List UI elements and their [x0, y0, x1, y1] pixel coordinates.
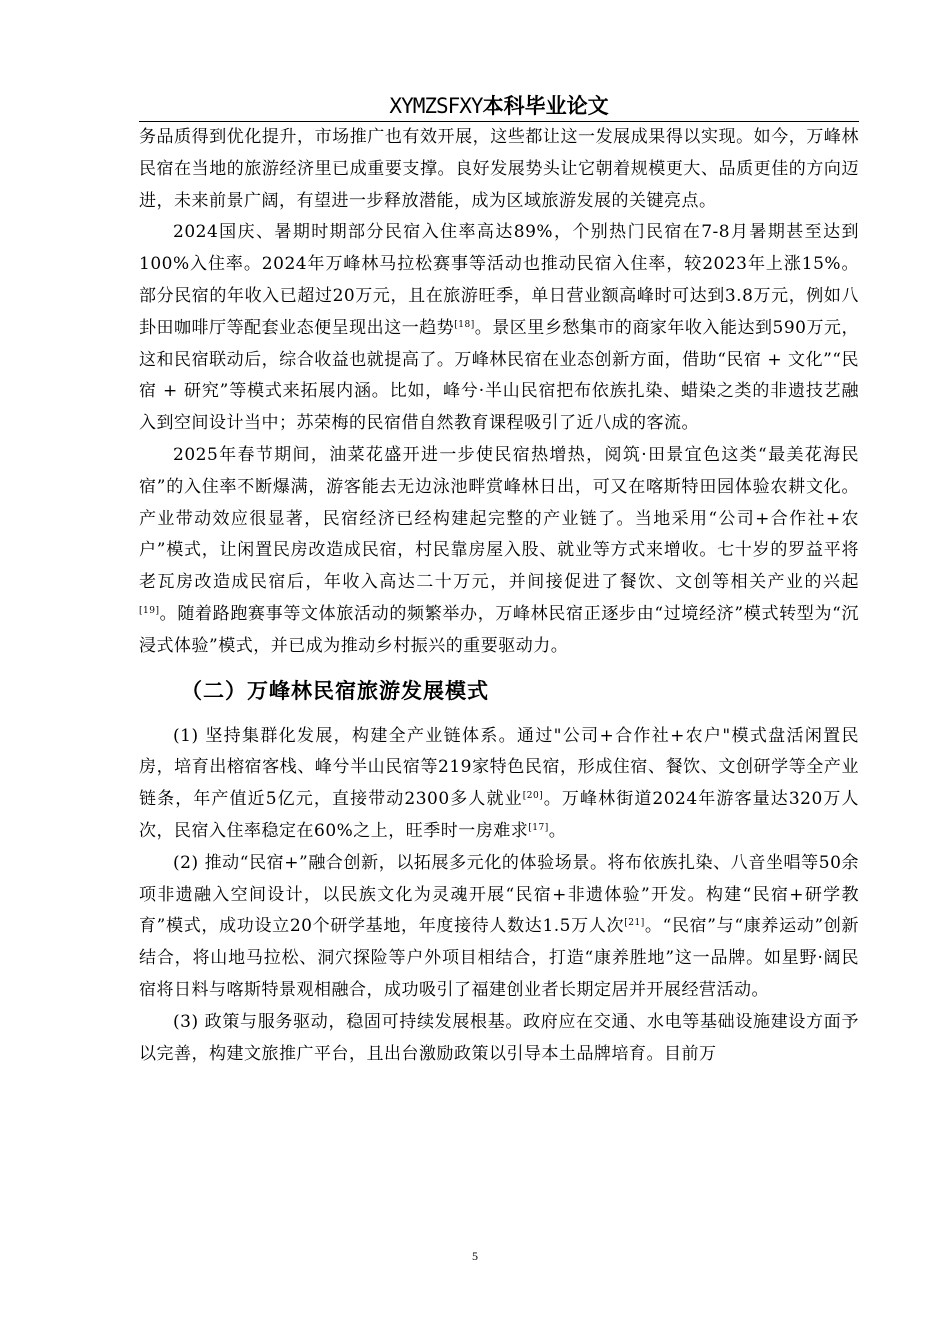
- citation-18[interactable]: [18]: [454, 319, 475, 330]
- citation-20[interactable]: [20]: [522, 791, 544, 802]
- citation-21[interactable]: [21]: [624, 918, 645, 929]
- header-code: XYMZSFXY: [389, 94, 483, 118]
- citation-17[interactable]: [17]: [528, 822, 549, 833]
- page-number: 5: [472, 1249, 478, 1263]
- citation-19[interactable]: [19]: [139, 605, 160, 616]
- paragraph-6: (3) 政策与服务驱动，稳固可持续发展根基。政府应在交通、水电等基础设施建设方面予以完善，构建文旅推广平台，且出台激励政策以引导本土品牌培育。目前万: [139, 1011, 859, 1064]
- paragraph-3: 2025年春节期间，油菜花盛开进一步使民宿热增热，阅筑·田景宜色这类“最美花海民宿”的入住率不断爆满，游客能去无边泳池畔赏峰林日出，可又在喀斯特田园体验农耕文化。产业带动效应很显著，民宿经济已经构建起完整的产业链了。当地采用“公司+合作社+农户”模式，让闲置民房改造成民宿，村民靠房屋入股、就业等方式来增收。七十岁的罗益平将老瓦房改造成民宿后，年收入高达二十万元，并间接促进了餐饮、文创等相关产业的兴起[19]。随着路跑赛事等文体旅活动的频繁举办，万峰林民宿正逐步由“过境经济”模式转型为“沉浸式体验”模式，并已成为推动乡村振兴的重要驱动力。: [139, 444, 859, 656]
- paragraph-1: 务品质得到优化提升，市场推广也有效开展，这些都让这一发展成果得以实现。如今，万峰林民宿在当地的旅游经济里已成重要支撑。良好发展势头让它朝着规模更大、品质更佳的方向迈进，未来前景广阔，有望进一步释放潜能，成为区域旅游发展的关键亮点。: [139, 127, 859, 211]
- page-header: [139, 92, 859, 120]
- section-heading: （二）万峰林民宿旅游发展模式: [181, 678, 489, 703]
- page-content: [139, 122, 859, 1070]
- paragraph-4: (1) 坚持集群化发展，构建全产业链体系。通过"公司+合作社+农户"模式盘活闲置民房，培育出榕宿客栈、峰兮半山民宿等219家特色民宿，形成住宿、餐饮、文创研学等全产业链条，年产值近5亿元，直接带动2300多人就业[20]。万峰林街道2024年游客量达320万人次，民宿入住率稳定在60%之上，旺季时一房难求[17]。: [139, 725, 859, 841]
- header-title: 本科毕业论文: [482, 94, 609, 118]
- paragraph-2: 2024国庆、暑期时期部分民宿入住率高达89%，个别热门民宿在7-8月暑期甚至达到100%入住率。2024年万峰林马拉松赛事等活动也推动民宿入住率，较2023年上涨15%。部分民宿的年收入已超过20万元，且在旅游旺季，单日营业额高峰时可达到3.8万元，例如八卦田咖啡厅等配套业态便呈现出这一趋势[18]。景区里乡愁集市的商家年收入能达到590万元，这和民宿联动后，综合收益也就提高了。万峰林民宿在业态创新方面，借助“民宿 + 文化”“民宿 + 研究”等模式来拓展内涵。比如，峰兮·半山民宿把布依族扎染、蜡染之类的非遗技艺融入到空间设计当中；苏荣梅的民宿借自然教育课程吸引了近八成的客流。: [139, 222, 859, 434]
- paragraph-5: (2) 推动“民宿+”融合创新，以拓展多元化的体验场景。将布依族扎染、八音坐唱等50余项非遗融入空间设计，以民族文化为灵魂开展“民宿+非遗体验”开发。构建“民宿+研学教育”模式，成功设立20个研学基地，年度接待人数达1.5万人次[21]。“民宿”与“康养运动”创新结合，将山地马拉松、洞穴探险等户外项目相结合，打造“康养胜地”这一品牌。如星野·阔民宿将日料与喀斯特景观相融合，成功吸引了福建创业者长期定居并开展经营活动。: [139, 852, 860, 1000]
